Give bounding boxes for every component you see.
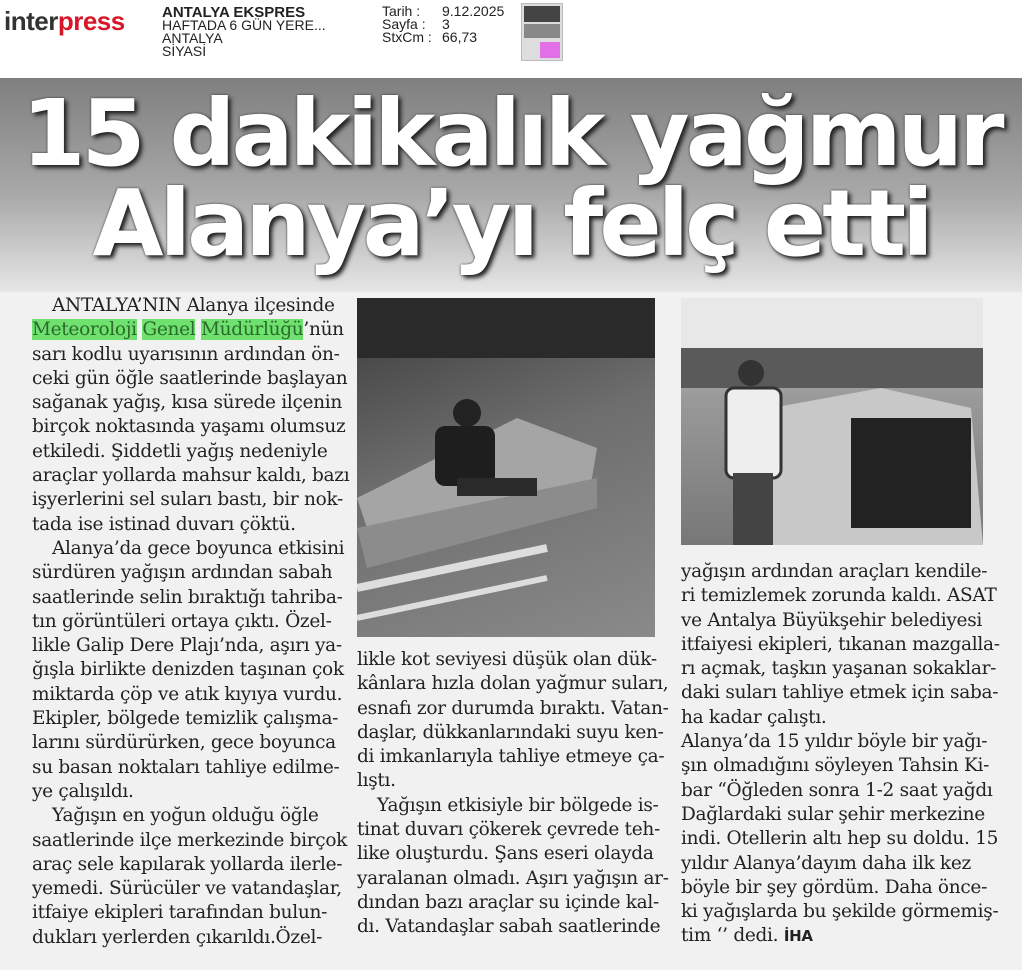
text-line: lıştı. [357,770,396,792]
text-line: Ekipler, bölgede temizlik çalışma- [32,708,339,730]
text-line: likle Galip Dere Plajı’nda, aşırı ya- [32,635,342,657]
photo-illustration [681,298,983,545]
text-line: rı açmak, taşkın yaşanan sokaklar- [681,658,997,680]
text-line: dı. Vatandaşlar sabah saatlerinde [357,916,661,938]
text-line: etkiledi. Şiddetli yağış nedeniyle [32,440,328,462]
text-line: böyle bir şey gördüm. Daha önce- [681,876,988,898]
text-line: su basan noktaları tahliye edilme- [32,756,340,778]
text-line: daki suları tahliye etmek için saba- [681,682,999,704]
text-line: Yağışın etkisiyle bir bölgede is- [377,794,659,816]
text-line: ğışla birlikte denizden taşınan çok [32,659,344,681]
article-column-3 [681,560,1000,949]
logo-text-inter: inter [4,6,58,36]
clipping-header [0,0,1022,78]
stxcm-label: StxCm : [382,29,432,45]
text-line: tim ‘’ dedi. İHA [681,925,813,947]
article-column-2 [357,648,669,940]
highlight: Genel [142,319,196,341]
text-line: itfaiyesi ekipleri, tıkanan mazgalla- [681,633,1000,655]
text-line: like oluşturdu. Şans eseri olayda [357,843,654,865]
source-agency: İHA [783,927,813,946]
text-line: saatlerinde ilçe merkezinde birçok [32,829,348,851]
page-value: 3 [442,16,450,32]
text-line: yaralanan olmadı. Aşırı yağışın ar- [357,867,669,889]
publication-frequency: HAFTADA 6 GÜN YERE... [162,17,326,33]
text-line: ye çalışıldı. [32,780,134,802]
text-line: larını sürdürürken, gece boyunca [32,732,336,754]
text-line [32,318,344,342]
text-line: likle kot seviyesi düşük olan dük- [357,649,657,670]
text-line: dukları yerlerden çıkarıldı.Özel- [32,926,323,948]
date-value: 9.12.2025 [442,3,505,19]
publication-city: ANTALYA [162,30,223,46]
date-label: Tarih : [382,3,421,19]
photo-man-by-car [681,298,983,545]
text-line: daşlar, dükkanlarındaki suyu ken- [357,721,664,743]
text-line: araç sele kapılarak yollarda ilerle- [32,853,343,875]
text-line: di imkanlarıyla tahliye etmeye ça- [357,746,665,768]
text-line: ha kadar çalıştı. [681,706,827,728]
text-line: yemedi. Sürücüler ve vatandaşlar, [32,878,342,900]
text-fragment: ’nün [303,319,344,341]
text-line: yağışın ardından araçları kendile- [681,561,988,582]
page-thumbnail[interactable] [521,3,563,61]
photo-man-on-sofa-flood [357,298,655,637]
text-line: ANTALYA’NIN Alanya ilçesinde [52,295,335,316]
text-line: kânlara hızla dolan yağmur suları, [357,673,669,695]
text-line: birçok noktasında yaşamı olumsuz [32,416,346,438]
text-line: Dağlardaki sular şehir merkezine [681,803,985,825]
text-line: tın görüntüleri ortaya çıktı. Özel- [32,610,332,632]
highlight: Müdürlüğü [201,319,304,341]
headline-line-1: 15 dakikalık yağmur [21,80,1001,187]
text-line: saatlerinde selin bıraktığı tahriba- [32,586,343,608]
publication-name: ANTALYA EKSPRES [162,4,306,21]
logo-text-press: press [57,6,125,36]
clipping-info [382,5,504,44]
headline-line-2: Alanya’yı felç etti [92,170,930,277]
text-line: dından bazı araçlar su içinde kal- [357,891,659,913]
stxcm-row [382,31,504,44]
text-line: ki yağışlarda bu şekilde görmemiş- [681,901,999,923]
photo-illustration [357,298,655,637]
text-line: itfaiye ekipleri tarafından bulun- [32,902,328,924]
text-line: sarı kodlu uyarısının ardından ön- [32,343,340,365]
interpress-logo [4,6,125,37]
stxcm-value: 66,73 [442,29,478,45]
text-line: sürdüren yağışın ardından sabah [32,562,333,584]
text-line: ceki gün öğle saatlerinde başlayan [32,367,348,389]
text-line: sağanak yağış, kısa sürede ilçenin [32,392,343,414]
article-column-1 [32,294,350,950]
text-line: işyerlerini sel suları bastı, bir nok- [32,489,343,511]
text-line: tinat duvarı çökerek çevrede teh- [357,819,660,841]
text-line: şın olmadığını söyleyen Tahsin Ki- [681,755,990,777]
text-line: ri temizlemek zorunda kaldı. ASAT [681,585,997,607]
text-line: Alanya’da 15 yıldır böyle bir yağı- [681,731,988,753]
text-line: yıldır Alanya’dayım daha ilk kez [681,852,971,874]
text-line: Yağışın en yoğun olduğu öğle [52,805,319,827]
text-line: ve Antalya Büyükşehir belediyesi [681,609,983,631]
text-line: bar “Öğleden sonra 1-2 saat yağdı [681,779,993,801]
text-line: miktarda çöp ve atık kıyıya vurdu. [32,683,343,705]
publication-category: SİYASİ [162,43,207,59]
page-label: Sayfa : [382,16,426,32]
text-line: tada ise istinad duvarı çöktü. [32,513,296,535]
publication-info [162,6,326,58]
text-line: araçlar yollarda mahsur kaldı, bazı [32,465,350,487]
text-line: Alanya’da gece boyunca etkisini [52,537,345,559]
text-line: esnafı zor durumda bıraktı. Vatan- [357,697,669,719]
text-line: indi. Otellerin altı hep su doldu. 15 [681,828,999,850]
highlight: Meteoroloji [32,319,137,341]
